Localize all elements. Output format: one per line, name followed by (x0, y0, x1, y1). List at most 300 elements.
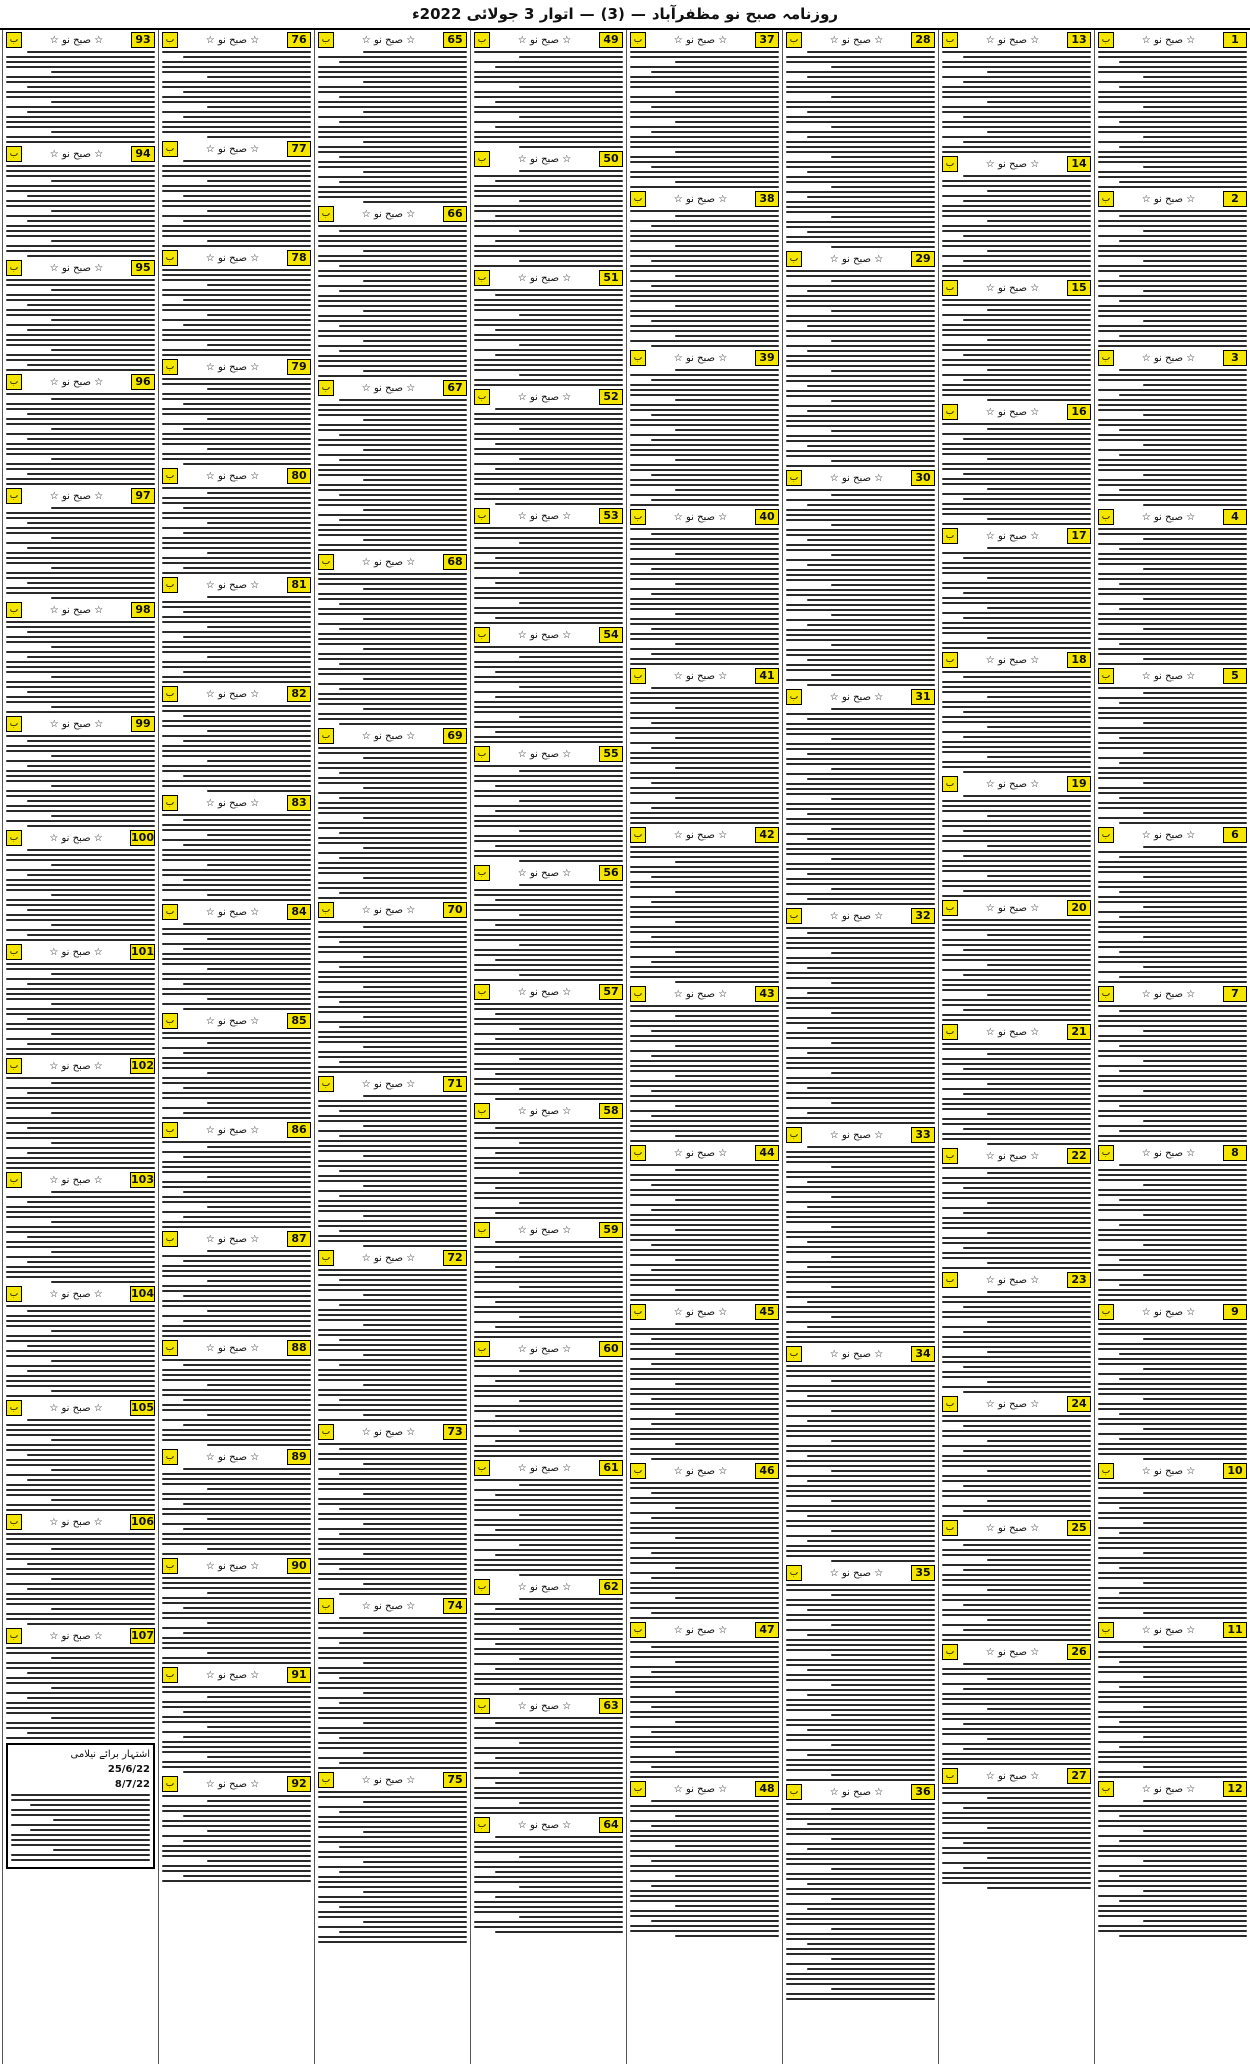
text-line (942, 1361, 1091, 1363)
text-line (318, 643, 467, 645)
text-line (675, 1105, 779, 1107)
entry-number: 19 (1067, 776, 1091, 792)
entry-number: 105 (131, 1401, 154, 1414)
text-line (831, 738, 935, 740)
classified-entry (474, 1460, 623, 1576)
text-line (786, 1555, 935, 1557)
entry-tag: ب (942, 1644, 958, 1660)
text-line (630, 1527, 779, 1529)
text-line (6, 681, 155, 683)
text-line (807, 1027, 935, 1029)
entry-header (942, 652, 1091, 668)
text-line (1098, 1189, 1247, 1191)
text-line (1143, 1214, 1247, 1216)
entry-brand: ☆ صبح نو ☆ (829, 1786, 884, 1798)
text-line (1098, 1219, 1247, 1221)
text-line (1098, 757, 1247, 759)
entry-brand: ☆ صبح نو ☆ (49, 490, 104, 502)
text-line (162, 1805, 311, 1807)
text-line (1098, 1845, 1247, 1847)
text-line (987, 1500, 1091, 1502)
text-line (651, 1517, 779, 1519)
text-line (630, 235, 779, 237)
text-line (318, 1682, 467, 1684)
text-line (318, 852, 467, 854)
text-line (6, 651, 155, 653)
text-line (807, 196, 935, 198)
text-line (519, 1256, 623, 1258)
text-line (207, 1250, 311, 1252)
text-line (786, 1306, 935, 1308)
text-line (27, 1419, 155, 1421)
text-line (474, 587, 623, 589)
text-line (1098, 1140, 1247, 1142)
text-line (162, 393, 311, 395)
text-line (318, 464, 467, 466)
text-line (942, 642, 1091, 644)
text-line (6, 309, 155, 311)
text-line (27, 1623, 155, 1625)
text-line (651, 131, 779, 133)
text-line (30, 1829, 150, 1831)
entry-brand: ☆ صبح نو ☆ (829, 1348, 884, 1360)
text-line (675, 61, 779, 63)
text-line (6, 542, 155, 544)
text-line (831, 1684, 935, 1686)
text-line (942, 895, 1091, 897)
text-line (318, 1816, 467, 1818)
text-line (630, 692, 779, 694)
entry-tag: ب (6, 1058, 22, 1074)
text-line (963, 1450, 1091, 1452)
text-line (207, 864, 311, 866)
text-line (51, 458, 155, 460)
text-line (51, 240, 155, 242)
text-line (6, 1682, 155, 1684)
text-line (942, 562, 1091, 564)
entry-tag: ب (474, 627, 490, 643)
text-line (363, 986, 467, 988)
classified-entry (786, 689, 935, 905)
text-line (630, 1651, 779, 1653)
text-line (786, 1973, 935, 1975)
text-line (495, 1529, 623, 1531)
text-line (630, 295, 779, 297)
text-line (831, 1838, 935, 1840)
text-line (675, 215, 779, 217)
text-line (831, 1012, 935, 1014)
text-line (651, 747, 779, 749)
classified-entry (942, 1520, 1091, 1641)
entry-brand: ☆ صبح نو ☆ (517, 986, 572, 998)
text-line (1119, 1721, 1247, 1723)
text-line (318, 1269, 467, 1271)
text-line (162, 245, 311, 247)
text-line (786, 1659, 935, 1661)
text-line (339, 61, 467, 63)
text-line (630, 1910, 779, 1912)
text-line (474, 1638, 623, 1640)
text-line (1098, 285, 1247, 287)
entry-number: 49 (599, 32, 623, 48)
text-line (6, 1028, 155, 1030)
text-line (6, 1008, 155, 1010)
text-line (1098, 325, 1247, 327)
text-line (963, 557, 1091, 559)
entry-header (1098, 1781, 1247, 1797)
text-line (183, 740, 311, 742)
text-line (162, 928, 311, 930)
text-line (786, 1953, 935, 1955)
text-line (474, 1762, 623, 1764)
entry-number: 63 (599, 1698, 623, 1714)
text-line (963, 56, 1091, 58)
text-line (474, 1251, 623, 1253)
text-line (942, 1460, 1091, 1462)
text-line (630, 1656, 779, 1658)
text-line (318, 285, 467, 287)
text-line (474, 1633, 623, 1635)
text-line (786, 1619, 935, 1621)
text-line (630, 1761, 779, 1763)
entry-brand: ☆ صبح نو ☆ (985, 778, 1040, 790)
text-line (339, 1568, 467, 1570)
classified-entry (318, 902, 467, 1073)
text-line (831, 1102, 935, 1104)
text-line (942, 1554, 1091, 1556)
text-line (474, 1043, 623, 1045)
text-line (786, 415, 935, 417)
text-line (942, 1301, 1091, 1303)
text-line (27, 547, 155, 549)
text-line (207, 968, 311, 970)
text-line (942, 880, 1091, 882)
text-line (519, 458, 623, 460)
text-line (183, 160, 311, 162)
text-line (630, 1095, 779, 1097)
text-line (1098, 1204, 1247, 1206)
text-line (786, 221, 935, 223)
text-line (318, 1622, 467, 1624)
text-line (363, 1125, 467, 1127)
text-line (987, 250, 1091, 252)
text-line (942, 1118, 1091, 1120)
text-line (1098, 697, 1247, 699)
text-line (1098, 981, 1247, 983)
text-line (1119, 822, 1247, 824)
text-line (1143, 936, 1247, 938)
text-line (162, 547, 311, 549)
text-line (6, 1722, 155, 1724)
text-line (1098, 151, 1247, 153)
text-line (27, 582, 155, 584)
text-line (807, 76, 935, 78)
text-line (963, 1331, 1091, 1333)
entry-number: 81 (287, 577, 311, 593)
text-line (1098, 896, 1247, 898)
text-line (1098, 1880, 1247, 1882)
text-line (942, 860, 1091, 862)
text-line (942, 919, 1091, 921)
text-line (1143, 1582, 1247, 1584)
classified-entry (6, 1628, 155, 1739)
text-line (630, 250, 779, 252)
text-line (6, 780, 155, 782)
entry-header (1098, 32, 1247, 48)
text-line (807, 684, 935, 686)
text-line (519, 800, 623, 802)
text-line (162, 1473, 311, 1475)
text-line (786, 1584, 935, 1586)
text-line (630, 1681, 779, 1683)
text-line (495, 810, 623, 812)
text-line (162, 1359, 311, 1361)
text-line (831, 430, 935, 432)
text-line (6, 711, 155, 713)
text-line (651, 533, 779, 535)
text-line (786, 1236, 935, 1238)
entry-header (942, 900, 1091, 916)
text-line (987, 756, 1091, 758)
text-line (963, 116, 1091, 118)
text-line (318, 1274, 467, 1276)
text-line (1098, 1870, 1247, 1872)
entry-header (1098, 668, 1247, 684)
entry-number: 9 (1223, 1304, 1247, 1320)
text-line (1098, 961, 1247, 963)
text-line (474, 736, 623, 738)
text-line (786, 1604, 935, 1606)
text-line (474, 334, 623, 336)
text-line (1143, 752, 1247, 754)
text-line (51, 1469, 155, 1471)
text-line (318, 524, 467, 526)
text-line (630, 340, 779, 342)
text-line (207, 1800, 311, 1802)
text-line (6, 1231, 155, 1233)
text-line (807, 873, 935, 875)
text-line (363, 757, 467, 759)
text-line (1098, 131, 1247, 133)
entry-number: 87 (287, 1231, 311, 1247)
text-line (630, 1756, 779, 1758)
entry-tag: ب (1098, 32, 1114, 48)
text-line (1098, 424, 1247, 426)
text-line (987, 1827, 1091, 1829)
text-line (51, 537, 155, 539)
text-line (942, 1673, 1091, 1675)
text-line (807, 350, 935, 352)
entry-header (1098, 1622, 1247, 1638)
text-line (318, 762, 467, 764)
text-line (6, 1494, 155, 1496)
entry-number: 100 (131, 831, 154, 844)
text-line (963, 795, 1091, 797)
text-line (6, 1677, 155, 1679)
entry-number: 23 (1067, 1272, 1091, 1288)
entry-number: 42 (755, 827, 779, 843)
text-line (363, 1046, 467, 1048)
text-line (630, 1130, 779, 1132)
text-line (6, 1504, 155, 1506)
text-line (183, 1840, 311, 1842)
text-line (207, 790, 311, 792)
text-line (318, 1747, 467, 1749)
entry-tag: ب (162, 577, 178, 593)
text-line (519, 1142, 623, 1144)
text-line (1143, 1090, 1247, 1092)
text-line (162, 1617, 311, 1619)
text-line (651, 653, 779, 655)
text-line (474, 1807, 623, 1809)
text-line (318, 429, 467, 431)
text-line (786, 823, 935, 825)
text-line (318, 1379, 467, 1381)
text-line (318, 1528, 467, 1530)
entry-header (474, 1460, 623, 1476)
text-line (942, 681, 1091, 683)
text-line (651, 936, 779, 938)
text-line (162, 71, 311, 73)
entry-header (786, 470, 935, 486)
text-line (1098, 250, 1247, 252)
text-line (27, 1563, 155, 1565)
text-line (363, 81, 467, 83)
classified-entry (942, 528, 1091, 649)
text-line (474, 1331, 623, 1333)
text-line (318, 1100, 467, 1102)
text-line (162, 1429, 311, 1431)
text-line (1143, 384, 1247, 386)
text-line (651, 1612, 779, 1614)
text-line (519, 944, 623, 946)
text-line (630, 419, 779, 421)
entry-brand: ☆ صبح نو ☆ (49, 1288, 103, 1300)
text-line (1143, 1890, 1247, 1892)
text-line (27, 255, 155, 257)
entry-brand: ☆ صبح نو ☆ (361, 382, 416, 394)
text-line (987, 1589, 1091, 1591)
text-line (942, 885, 1091, 887)
auction-notice (6, 1743, 155, 1869)
text-line (11, 1799, 150, 1801)
text-line (786, 330, 935, 332)
text-line (630, 812, 779, 814)
text-line (318, 1886, 467, 1888)
text-line (318, 176, 467, 178)
text-line (318, 549, 467, 551)
entry-header (630, 1781, 779, 1797)
text-line (6, 106, 155, 108)
entry-number: 67 (443, 380, 467, 396)
text-line (1098, 558, 1247, 560)
text-line (942, 423, 1091, 425)
classified-entry (630, 1622, 779, 1778)
text-line (651, 106, 779, 108)
text-line (963, 1663, 1091, 1665)
text-line (318, 653, 467, 655)
text-line (6, 1226, 155, 1228)
text-line (651, 1184, 779, 1186)
text-line (1143, 444, 1247, 446)
text-line (942, 1683, 1091, 1685)
entry-header (1098, 509, 1247, 525)
text-line (474, 567, 623, 569)
text-line (162, 616, 311, 618)
text-line (495, 1152, 623, 1154)
entry-number: 102 (131, 1059, 154, 1072)
entry-tag: ب (786, 251, 802, 267)
classified-entry (942, 1396, 1091, 1517)
text-line (27, 656, 155, 658)
text-line (1119, 797, 1247, 799)
text-line (1098, 171, 1247, 173)
text-line (675, 121, 779, 123)
text-line (1098, 1776, 1247, 1778)
text-line (942, 1182, 1091, 1184)
entry-tag: ب (318, 206, 334, 222)
entry-brand: ☆ صبح نو ☆ (517, 1819, 572, 1831)
text-line (942, 111, 1091, 113)
text-line (942, 76, 1091, 78)
text-line (162, 666, 311, 668)
classified-entry (942, 652, 1091, 773)
text-line (1143, 1830, 1247, 1832)
text-line (831, 1560, 935, 1562)
text-line (474, 493, 623, 495)
text-line (474, 607, 623, 609)
text-line (786, 1779, 935, 1781)
text-line (630, 742, 779, 744)
entry-brand: ☆ صبح نو ☆ (49, 1174, 103, 1186)
entry-brand: ☆ صبح نو ☆ (49, 262, 104, 274)
text-line (6, 126, 155, 128)
text-line (183, 844, 311, 846)
text-line (786, 1998, 935, 2000)
text-line (786, 1704, 935, 1706)
text-line (474, 225, 623, 227)
classified-entry (786, 1784, 935, 2000)
text-line (474, 909, 623, 911)
text-line (339, 723, 467, 725)
text-line (831, 1470, 935, 1472)
text-line (630, 300, 779, 302)
text-line (162, 899, 311, 901)
text-line (207, 596, 311, 598)
text-line (27, 765, 155, 767)
text-line (942, 180, 1091, 182)
text-line (1098, 1502, 1247, 1504)
text-line (630, 1701, 779, 1703)
text-line (474, 81, 623, 83)
text-line (27, 1345, 155, 1347)
text-line (786, 609, 935, 611)
text-line (942, 1108, 1091, 1110)
text-line (519, 830, 623, 832)
text-line (495, 1554, 623, 1556)
text-line (786, 1918, 935, 1920)
text-line (630, 66, 779, 68)
text-line (831, 1744, 935, 1746)
entry-tag: ب (6, 488, 22, 504)
text-line (474, 661, 623, 663)
text-line (651, 260, 779, 262)
text-line (831, 156, 935, 158)
text-line (474, 1906, 623, 1908)
entry-header (474, 1698, 623, 1714)
text-line (987, 518, 1091, 520)
text-line (630, 101, 779, 103)
